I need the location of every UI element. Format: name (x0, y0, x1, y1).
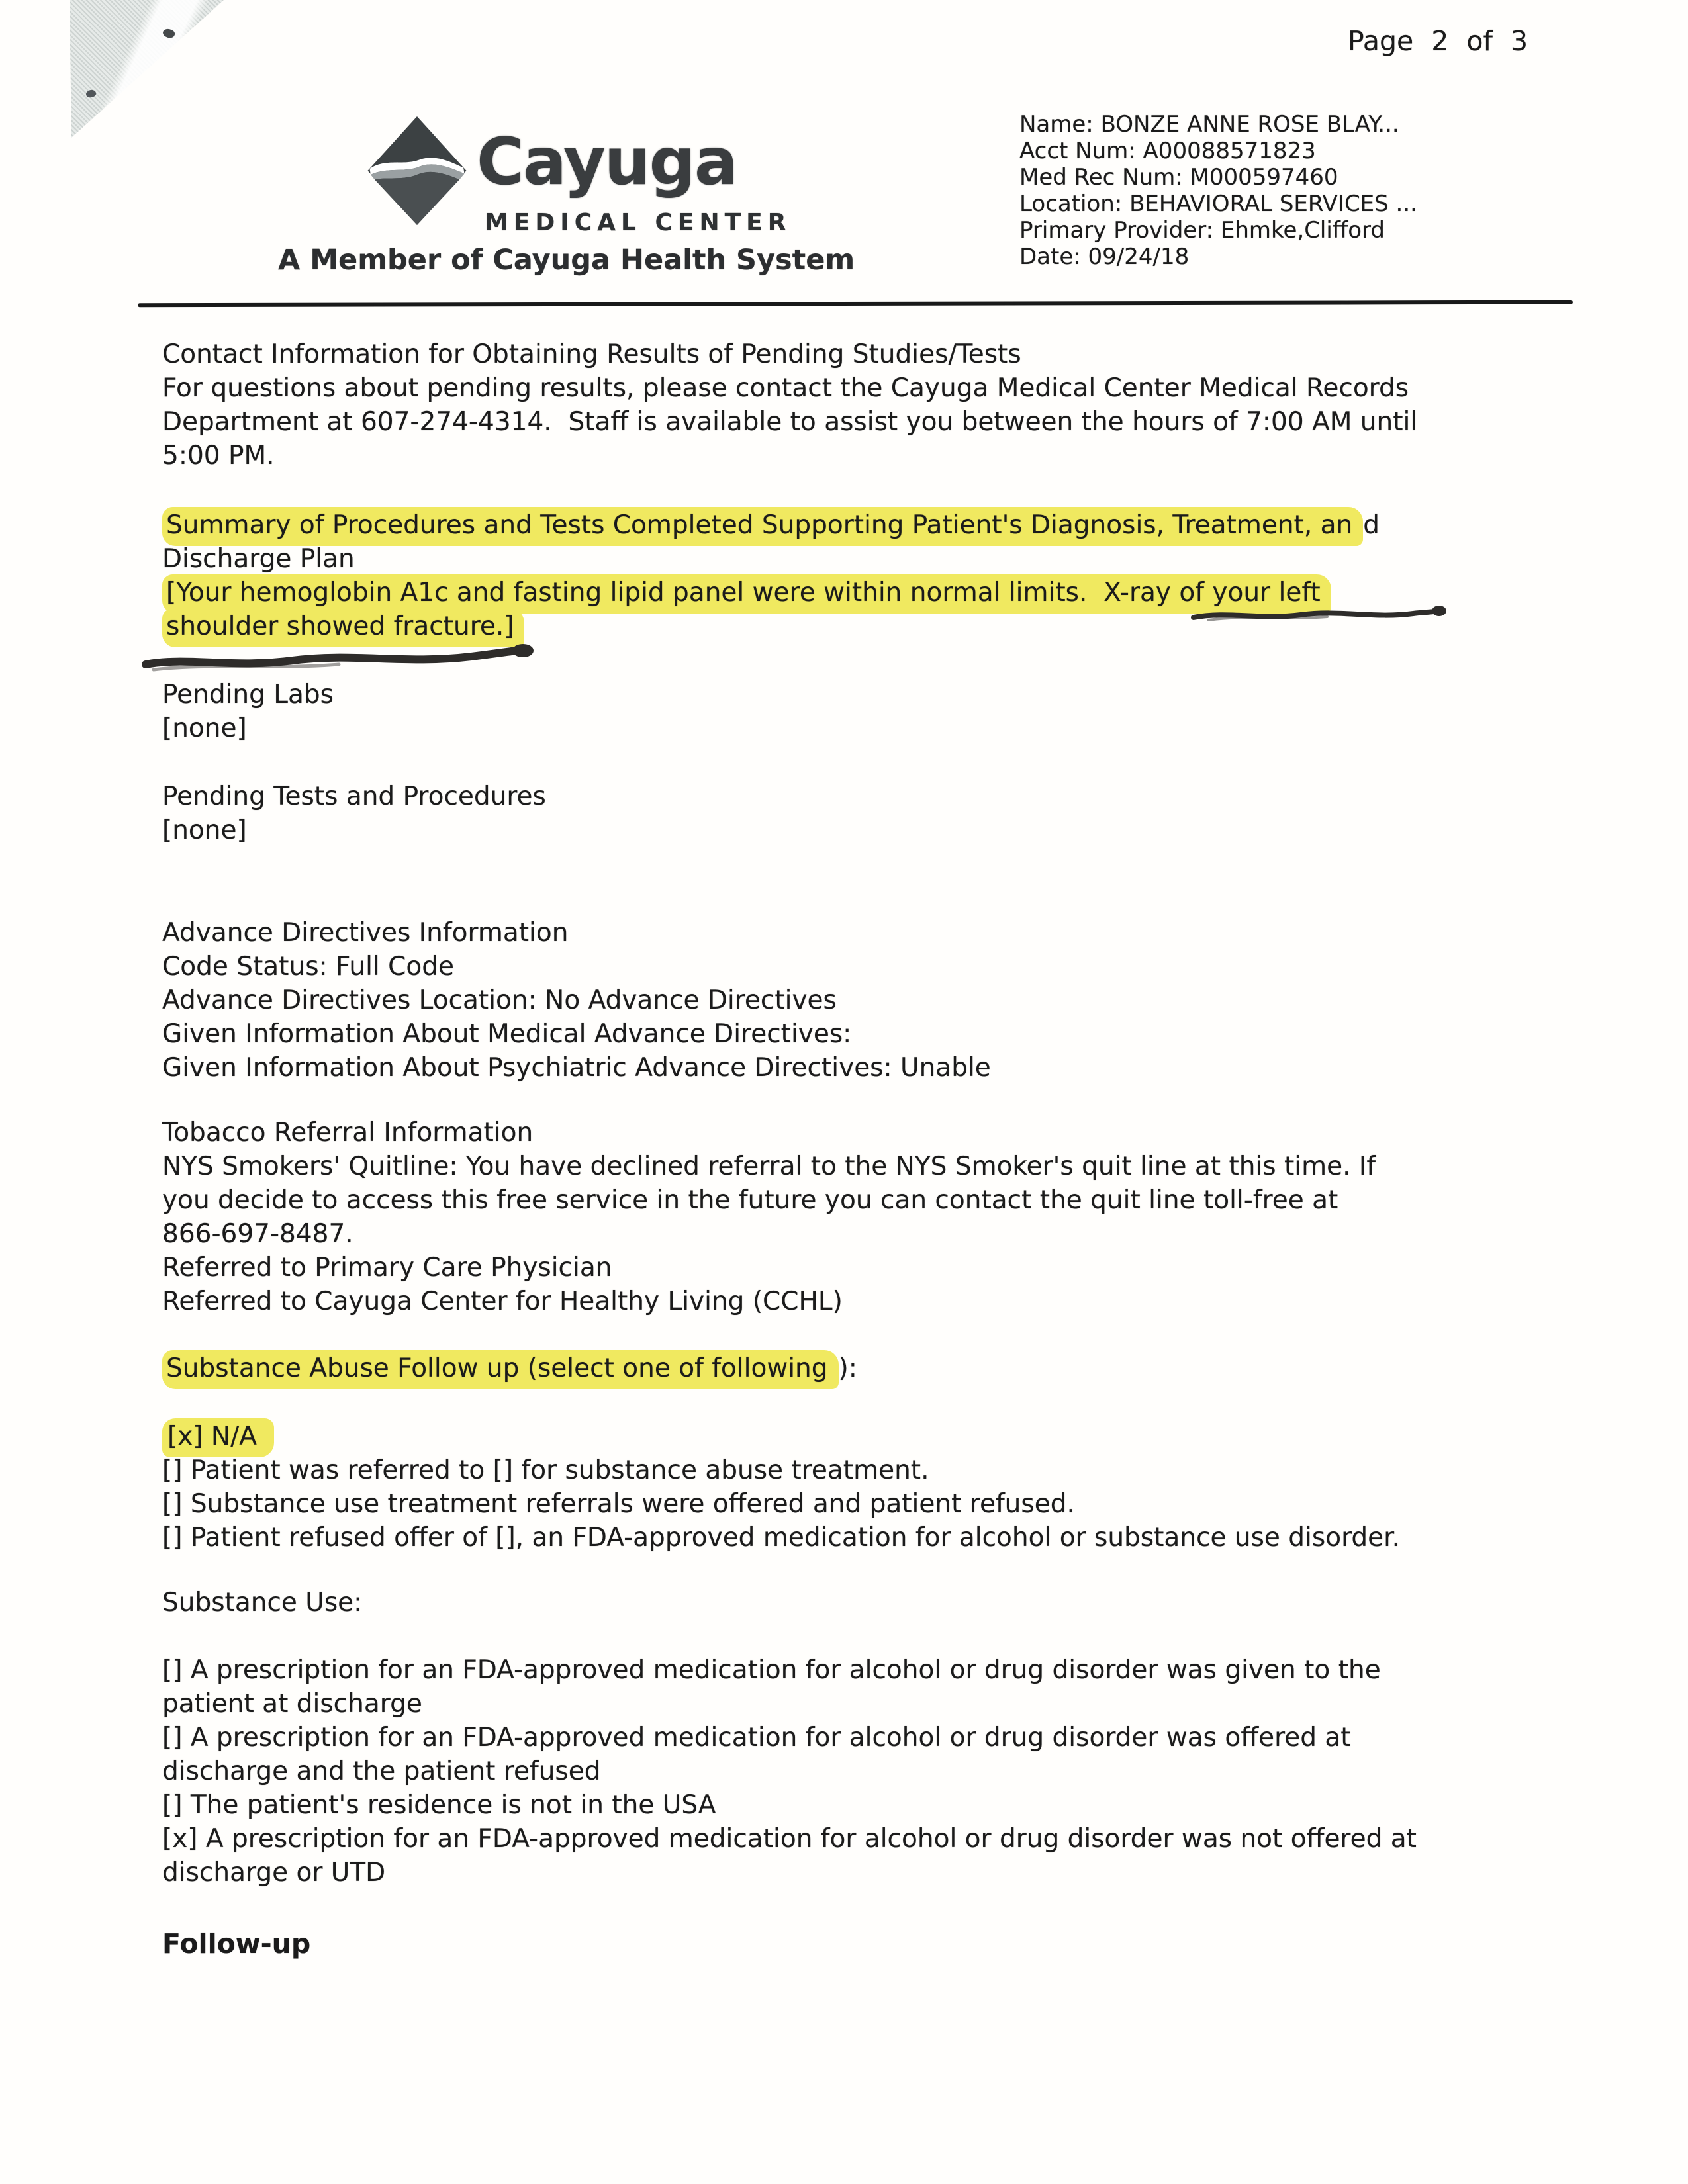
text-line: NYS Smokers' Quitline: You have declined referral to the NYS Smoker's quit line at this time. If (162, 1152, 1376, 1181)
advance-directives-section (162, 916, 991, 1085)
pen-underline (1188, 598, 1453, 628)
section-title: Contact Information for Obtaining Results of Pending Studies/Tests (162, 340, 1021, 369)
text-line: you decide to access this free service in the future you can contact the quit line toll-free at (162, 1185, 1338, 1215)
checkbox-option-continuation: discharge or UTD (162, 1858, 386, 1888)
section-title: Advance Directives Information (162, 918, 569, 948)
section-title-highlighted (162, 1351, 857, 1385)
checkbox-option: [] Patient was referred to [] for substance abuse treatment. (162, 1455, 929, 1485)
quitline-phone: 866-697-8487. (162, 1219, 353, 1249)
section-title: Tobacco Referral Information (162, 1118, 534, 1148)
cayuga-diamond-icon (367, 116, 467, 225)
logo-name: Cayuga (477, 124, 737, 200)
tobacco-referral-section (162, 1116, 1376, 1318)
logo-tagline: A Member of Cayuga Health System (278, 244, 855, 277)
section-title: Follow-up (162, 1928, 311, 1960)
checkbox-option-continuation: patient at discharge (162, 1689, 422, 1719)
patient-info-block (1019, 111, 1417, 270)
substance-use-options (162, 1653, 1417, 1889)
checkbox-option: [] A prescription for an FDA-approved medication for alcohol or drug disorder was given to the (162, 1655, 1381, 1685)
substance-use-heading (162, 1586, 362, 1619)
checkbox-option: [] Substance use treatment referrals were offered and patient refused. (162, 1489, 1075, 1519)
checkbox-option-continuation: discharge and the patient refused (162, 1756, 601, 1786)
pending-labs-section (162, 678, 334, 745)
patient-med-rec-num: Med Rec Num: M000597460 (1019, 164, 1338, 191)
patient-acct-num: Acct Num: A00088571823 (1019, 138, 1316, 164)
pen-underline (140, 635, 551, 676)
scan-corner-artifact (0, 0, 225, 139)
section-title: Substance Use: (162, 1588, 363, 1617)
section-value: [none] (162, 713, 247, 743)
referral-line: Referred to Cayuga Center for Healthy Living (CCHL) (162, 1287, 843, 1316)
text: ): (838, 1353, 857, 1383)
checkbox-option: [] The patient's residence is not in the USA (162, 1790, 716, 1820)
checkbox-option-selected (162, 1420, 1400, 1453)
substance-followup-options (162, 1420, 1400, 1555)
medical-directives: Given Information About Medical Advance Directives: (162, 1019, 852, 1049)
text: d (1363, 510, 1380, 540)
section-title: Pending Labs (162, 680, 334, 709)
directives-location: Advance Directives Location: No Advance Directives (162, 985, 837, 1015)
logo-subtitle: MEDICAL CENTER (485, 209, 792, 236)
section-title-highlighted (162, 508, 1380, 542)
patient-location: Location: BEHAVIORAL SERVICES ... (1019, 191, 1417, 217)
header-divider (138, 300, 1573, 308)
psychiatric-directives: Given Information About Psychiatric Advance Directives: Unable (162, 1053, 991, 1083)
followup-heading (162, 1927, 310, 1961)
text-line: Department at 607-274-4314. Staff is available to assist you between the hours of 7:00 AM until (162, 407, 1418, 437)
pending-tests-section (162, 780, 546, 847)
checkbox-option: [] A prescription for an FDA-approved medication for alcohol or drug disorder was offered at (162, 1723, 1351, 1752)
section-value: [none] (162, 815, 247, 845)
highlighted-text: Substance Abuse Follow up (select one of following (162, 1350, 839, 1389)
page-number: Page 2 of 3 (1348, 25, 1528, 57)
document-date: Date: 09/24/18 (1019, 244, 1190, 270)
substance-followup-heading (162, 1351, 857, 1385)
text-line: For questions about pending results, please contact the Cayuga Medical Center Medical Records (162, 373, 1409, 403)
hospital-logo (278, 113, 855, 277)
highlighted-text: shoulder showed fracture.] (162, 608, 524, 647)
text-line: 5:00 PM. (162, 441, 275, 471)
highlighted-text: [x] N/A (162, 1418, 274, 1457)
text-line: Discharge Plan (162, 544, 355, 574)
patient-provider: Primary Provider: Ehmke,Clifford (1019, 217, 1385, 244)
section-title: Pending Tests and Procedures (162, 782, 546, 811)
checkbox-option: [] Patient refused offer of [], an FDA-approved medication for alcohol or substance use disorder. (162, 1523, 1401, 1553)
checkbox-option-selected: [x] A prescription for an FDA-approved medication for alcohol or drug disorder was not offered at (162, 1824, 1417, 1854)
highlighted-text: [Your hemoglobin A1c and fasting lipid panel were within normal limits. X-ray of your left (162, 574, 1331, 614)
patient-name: Name: BONZE ANNE ROSE BLAY... (1019, 111, 1399, 138)
contact-info-section (162, 338, 1417, 473)
code-status: Code Status: Full Code (162, 952, 454, 981)
referral-line: Referred to Primary Care Physician (162, 1253, 612, 1283)
highlighted-text: Summary of Procedures and Tests Completed Supporting Patient's Diagnosis, Treatment, an (162, 507, 1363, 546)
